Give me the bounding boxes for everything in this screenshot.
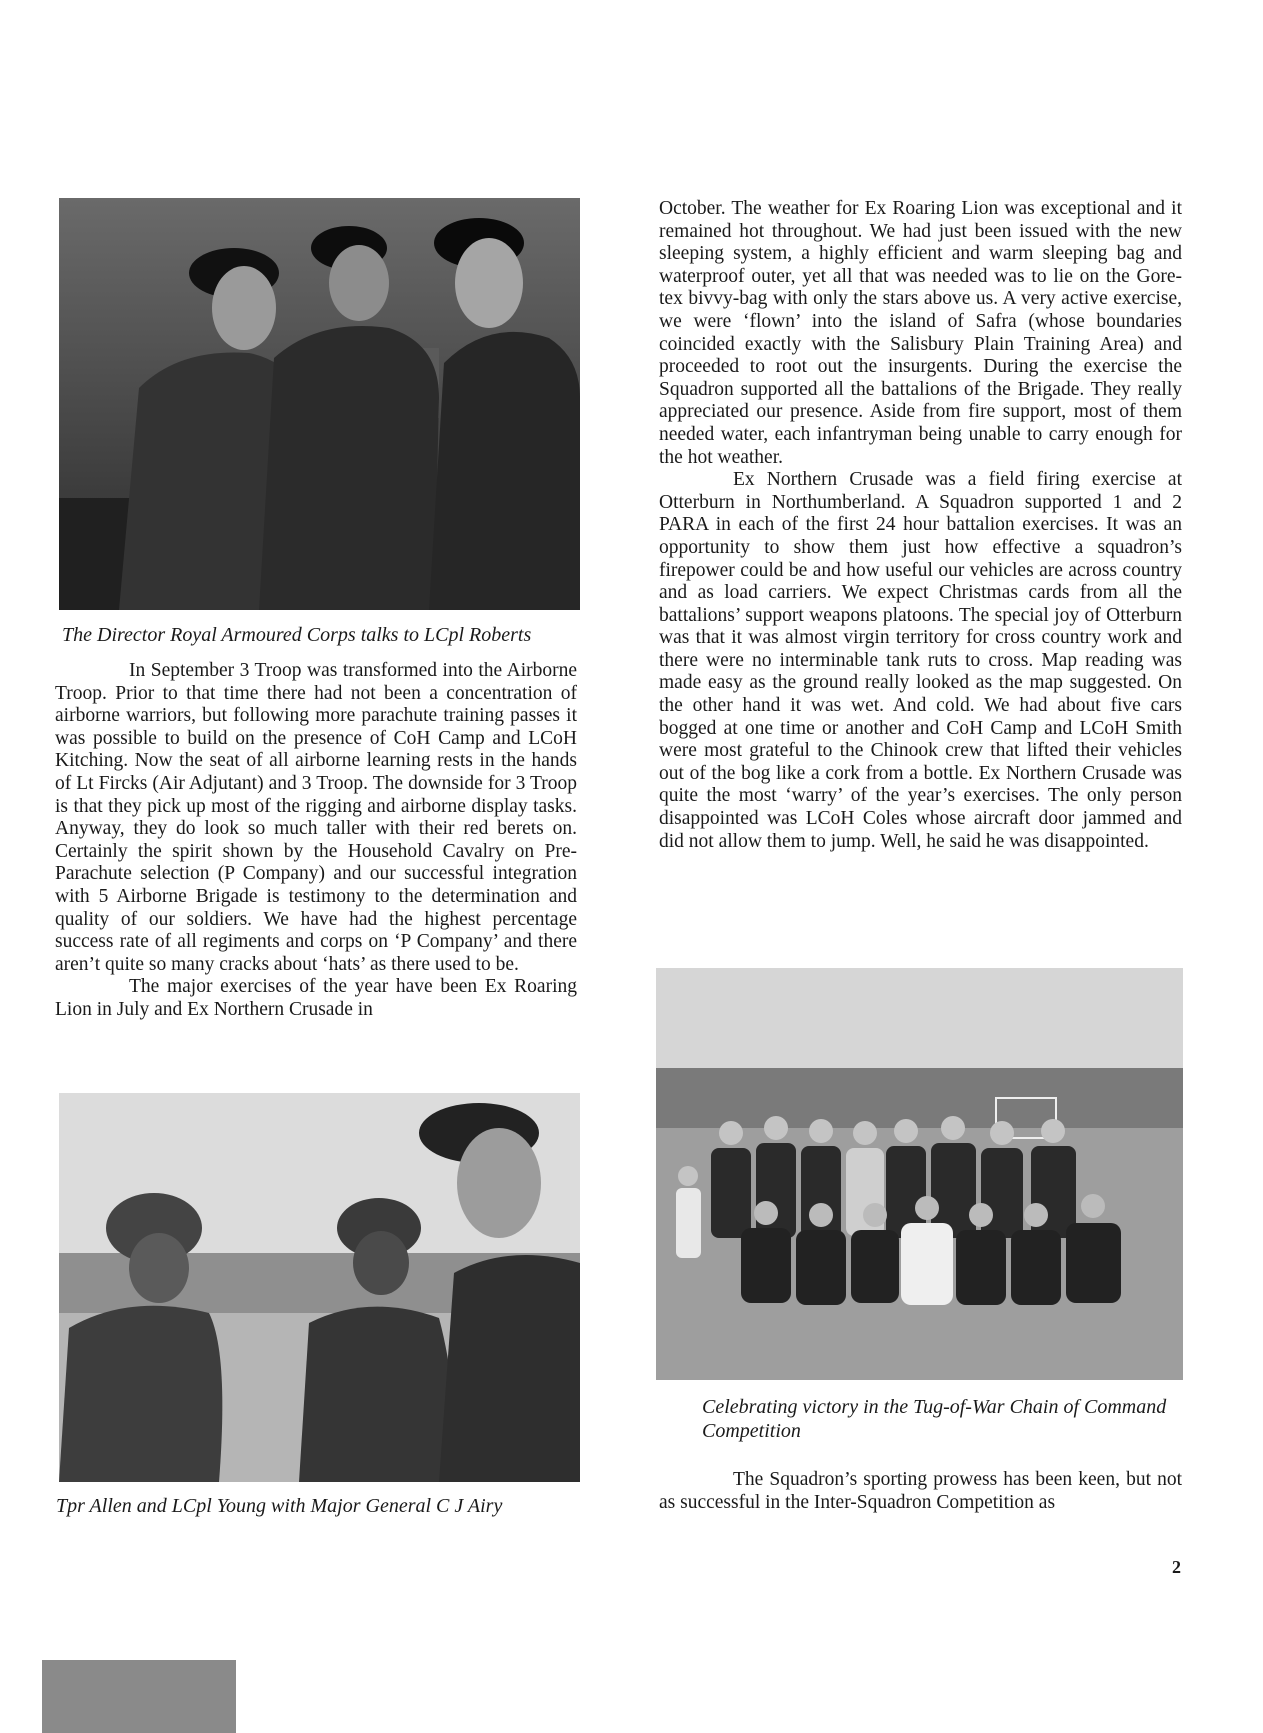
grey-corner-block (42, 1660, 236, 1733)
left-column-text (55, 660, 577, 1022)
right-column-text-bottom (659, 1469, 1182, 1514)
photo-tug-of-war-team (656, 968, 1183, 1380)
right-column-text (659, 198, 1182, 853)
page-number: 2 (1172, 1557, 1181, 1577)
left-paragraph-1: In September 3 Troop was transformed into the Airborne Troop. Prior to that time there had not been a concentration of airborne warriors, but following more parachute training passes it was possible to build on the presence of CoH Camp and LCoH Kitching. Now the seat of all airborne learning rests in the hands of Lt Fircks (Air Adjutant) and 3 Troop. The downside for 3 Troop is that they pick up most of the rigging and airborne display tasks. Anyway, they do look so much taller with their red berets on. Certainly the spirit shown by the Household Cavalry on Pre-Parachute selection (P Company) and our successful integration with 5 Airborne Brigade is testimony to the determination and quality of our soldiers. We have had the highest percentage success rate of all regiments and corps on ‘P Company’ and there aren’t quite so many cracks about ‘hats’ as there used to be. (55, 660, 577, 975)
right-paragraph-3: The Squadron’s sporting prowess has been keen, but not as successful in the Inter-Squadron Competition as (659, 1469, 1182, 1513)
caption-photo2: Tpr Allen and LCpl Young with Major General C J Airy (56, 1495, 503, 1517)
caption-photo3: Celebrating victory in the Tug-of-War Chain of Command Competition (702, 1396, 1167, 1442)
left-paragraph-2: The major exercises of the year have been Ex Roaring Lion in July and Ex Northern Crusade in (55, 976, 577, 1020)
right-paragraph-1: October. The weather for Ex Roaring Lion was exceptional and it remained hot throughout. We had just been issued with the new sleeping system, a highly efficient and warm sleeping bag and waterproof outer, yet all that was needed was to lie on the Gore-tex bivvy-bag with only the stars above us. A very active exercise, we were ‘flown’ into the island of Safra (whose boundaries coincided exactly with the Salisbury Plain Training Area) and proceeded to root out the insurgents. During the exercise the Squadron supported all the battalions of the Brigade. They really appreciated our presence. Aside from fire support, most of them needed water, each infantryman being unable to carry enough for the hot weather. (659, 198, 1182, 468)
caption-photo1: The Director Royal Armoured Corps talks to LCpl Roberts (62, 624, 532, 646)
photo-major-general (59, 1093, 580, 1482)
photo-director-rac (59, 198, 580, 610)
right-paragraph-2: Ex Northern Crusade was a field firing exercise at Otterburn in Northumberland. A Squadron supported 1 and 2 PARA in each of the first 24 hour battalion exercises. It was an opportunity to show them just how effective a squadron’s firepower could be and how useful our vehicles are across country and as load carriers. We expect Christmas cards from all the battalions’ support weapons platoons. The special joy of Otterburn was that it was almost virgin territory for cross country work and there were no interminable tank ruts to cross. Map reading was made easy as the ground really looked as the map suggested. On the other hand it was wet. And cold. We had about five cars bogged at one time or another and CoH Camp and LCoH Smith were most grateful to the Chinook crew that lifted their vehicles out of the bog like a cork from a bottle. Ex Northern Crusade was quite the most ‘warry’ of the year’s exercises. The only person disappointed was LCoH Coles whose aircraft door jammed and did not allow them to jump. Well, he said he was disappointed. (659, 469, 1182, 852)
